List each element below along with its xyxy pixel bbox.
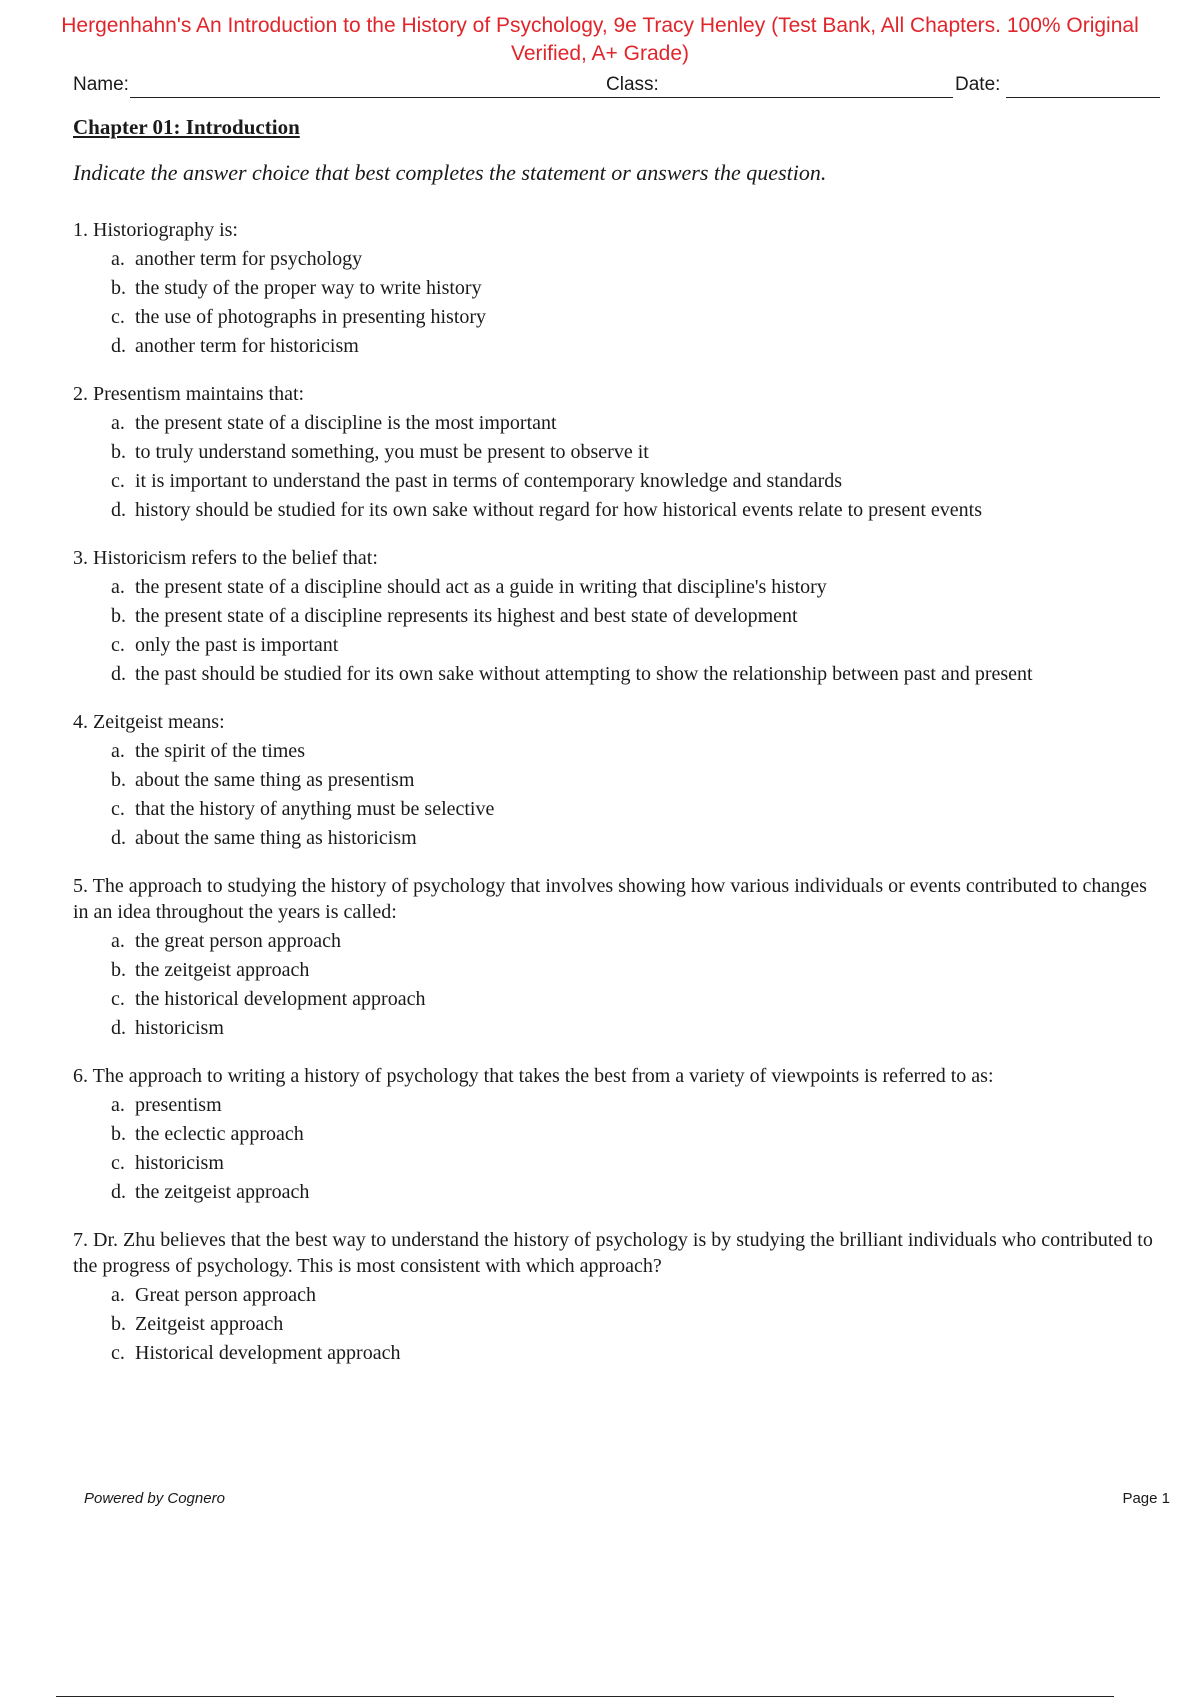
bottom-divider [56,1696,1114,1697]
option-letter: c. [111,1342,125,1364]
option-text: the eclectic approach [135,1123,304,1145]
question-text: The approach to writing a history of psychology that takes the best from a variety of viewpoints is referred to as: [92,1065,994,1087]
class-label: Class: [606,74,659,95]
option-letter: b. [111,441,126,463]
option-text: the zeitgeist approach [135,959,310,981]
option-letter: d. [111,1181,126,1203]
option-text: historicism [135,1152,224,1174]
answer-option[interactable] [73,410,1153,436]
answer-option[interactable] [73,333,1153,359]
option-text: the past should be studied for its own sake without attempting to show the relationship between past and present [135,663,1033,685]
option-letter: d. [111,1017,126,1039]
banner-line-1: Hergenhahn's An Introduction to the History of Psychology, 9e Tracy Henley (Test Bank, All Chapters. 100% Original [61,14,1139,37]
student-info-row [73,70,1160,100]
answer-option[interactable] [73,1311,1153,1337]
question-5 [73,873,1153,1041]
answer-option[interactable] [73,738,1153,764]
question-6 [73,1063,1153,1205]
option-letter: a. [111,740,125,762]
page-footer [84,1490,1170,1514]
question-stem [73,873,1153,925]
answer-options [73,246,1153,359]
question-number: 3. [73,547,88,569]
answer-option[interactable] [73,767,1153,793]
option-letter: a. [111,576,125,598]
page-number: Page 1 [1122,1490,1170,1507]
name-label: Name: [73,74,129,95]
option-letter: d. [111,335,126,357]
option-letter: a. [111,1094,125,1116]
answer-options [73,738,1153,851]
option-text: the present state of a discipline is the most important [135,412,557,434]
option-text: the spirit of the times [135,740,305,762]
answer-option[interactable] [73,304,1153,330]
question-7 [73,1227,1153,1366]
option-letter: b. [111,1123,126,1145]
answer-option[interactable] [73,603,1153,629]
banner-line-2: Verified, A+ Grade) [510,42,690,65]
option-letter: c. [111,634,125,656]
answer-options [73,574,1153,687]
answer-options [73,928,1153,1041]
option-text: another term for historicism [135,335,359,357]
powered-by: Powered by Cognero [84,1490,225,1507]
option-letter: c. [111,798,125,820]
date-field[interactable] [1006,97,1160,98]
answer-options [73,1282,1153,1366]
instructions: Indicate the answer choice that best completes the statement or answers the question. [73,160,827,185]
name-field[interactable] [130,97,668,98]
option-text: the present state of a discipline represents its highest and best state of development [135,605,798,627]
answer-option[interactable] [73,661,1153,687]
question-stem [73,709,1153,735]
answer-option[interactable] [73,574,1153,600]
question-text: The approach to studying the history of psychology that involves showing how various individuals or events contributed to changes in an idea throughout the years is called: [73,875,1147,923]
question-text: Historiography is: [93,219,238,241]
answer-option[interactable] [73,1121,1153,1147]
question-number: 2. [73,383,88,405]
option-text: the use of photographs in presenting history [135,306,487,328]
question-number: 6. [73,1065,88,1087]
question-text: Dr. Zhu believes that the best way to understand the history of psychology is by studying the brilliant individuals who contributed to the progress of psychology. This is most consistent with which approach? [73,1229,1153,1277]
question-4 [73,709,1153,851]
answer-option[interactable] [73,1015,1153,1041]
option-letter: b. [111,605,126,627]
answer-option[interactable] [73,1282,1153,1308]
option-letter: d. [111,663,126,685]
question-stem [73,1063,1153,1089]
option-text: about the same thing as presentism [135,769,415,791]
question-stem [73,217,1153,243]
date-label: Date: [955,74,1001,95]
option-text: Zeitgeist approach [135,1313,284,1335]
document-banner [30,12,1170,68]
answer-option[interactable] [73,1179,1153,1205]
question-1 [73,217,1153,359]
option-text: historicism [135,1017,224,1039]
answer-option[interactable] [73,1340,1153,1366]
option-letter: b. [111,277,126,299]
option-letter: c. [111,1152,125,1174]
answer-option[interactable] [73,796,1153,822]
answer-option[interactable] [73,986,1153,1012]
option-letter: a. [111,248,125,270]
option-text: Great person approach [135,1284,317,1306]
option-letter: b. [111,1313,126,1335]
option-letter: a. [111,930,125,952]
option-text: presentism [135,1094,222,1116]
answer-option[interactable] [73,439,1153,465]
option-letter: d. [111,499,126,521]
question-stem [73,545,1153,571]
question-stem [73,1227,1153,1279]
question-number: 5. [73,875,88,897]
answer-option[interactable] [73,825,1153,851]
question-number: 4. [73,711,88,733]
option-text: the study of the proper way to write history [135,277,482,299]
option-text: history should be studied for its own sake without regard for how historical events relate to present events [135,499,983,521]
answer-option[interactable] [73,928,1153,954]
option-text: about the same thing as historicism [135,827,417,849]
answer-option[interactable] [73,1092,1153,1118]
option-letter: b. [111,769,126,791]
question-text: Historicism refers to the belief that: [93,547,378,569]
option-letter: c. [111,470,125,492]
option-letter: d. [111,827,126,849]
option-text: the historical development approach [135,988,426,1010]
answer-option[interactable] [73,632,1153,658]
option-text: the zeitgeist approach [135,1181,310,1203]
option-text: the great person approach [135,930,342,952]
option-text: another term for psychology [135,248,363,270]
answer-options [73,410,1153,523]
question-2 [73,381,1153,523]
option-text: that the history of anything must be selective [135,798,495,820]
option-text: Historical development approach [135,1342,401,1364]
question-number: 7. [73,1229,88,1251]
option-letter: a. [111,412,125,434]
option-letter: c. [111,988,125,1010]
answer-options [73,1092,1153,1205]
option-text: it is important to understand the past in terms of contemporary knowledge and standards [135,470,843,492]
option-letter: b. [111,959,126,981]
option-letter: c. [111,306,125,328]
answer-option[interactable] [73,957,1153,983]
option-text: the present state of a discipline should act as a guide in writing that discipline's history [135,576,827,598]
question-text: Presentism maintains that: [93,383,305,405]
question-3 [73,545,1153,687]
chapter-title: Chapter 01: Introduction [73,115,300,139]
question-stem [73,381,1153,407]
question-list [73,217,1153,1388]
option-text: only the past is important [135,634,339,656]
option-text: to truly understand something, you must be present to observe it [135,441,649,463]
question-text: Zeitgeist means: [93,711,225,733]
answer-option[interactable] [73,275,1153,301]
answer-option[interactable] [73,497,1153,523]
class-field[interactable] [663,97,953,98]
option-letter: a. [111,1284,125,1306]
answer-option[interactable] [73,468,1153,494]
question-number: 1. [73,219,88,241]
answer-option[interactable] [73,1150,1153,1176]
answer-option[interactable] [73,246,1153,272]
